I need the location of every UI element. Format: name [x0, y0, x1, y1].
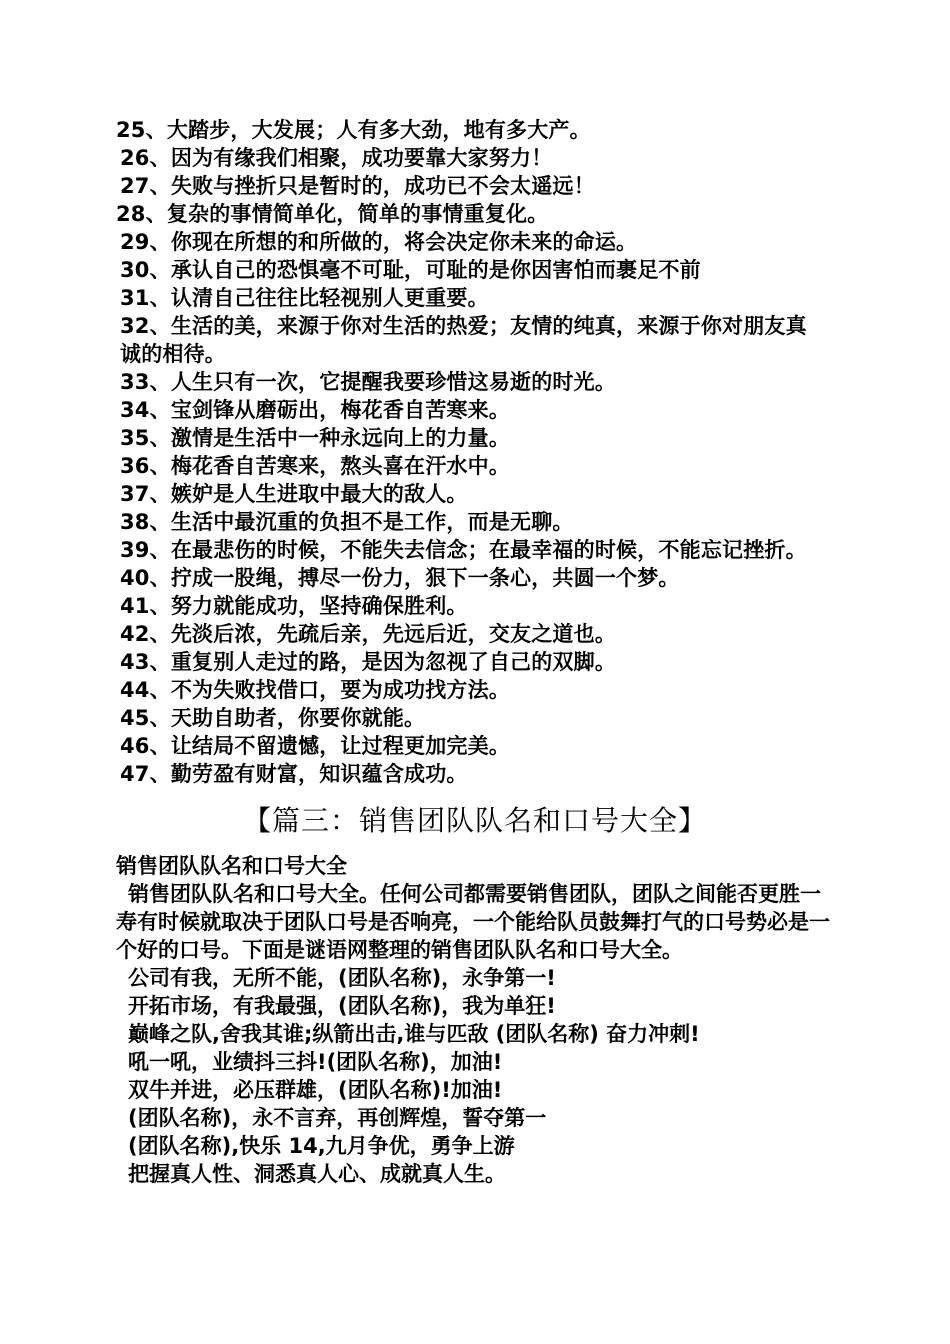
list-item: 39、在最悲伤的时候，不能失去信念；在最幸福的时候，不能忘记挫折。: [120, 538, 807, 562]
list-item: 46、让结局不留遗憾，让过程更加完美。: [120, 734, 511, 758]
list-item: 42、先淡后浓，先疏后亲，先远后近，交友之道也。: [120, 622, 617, 646]
numbered-list: [116, 116, 828, 788]
slogan-line: 巅峰之队,舍我其谁;纵箭出击,谁与匹敌 (团队名称) 奋力冲刺!: [128, 1022, 700, 1046]
list-item: 40、拧成一股绳，搏尽一份力，狠下一条心，共圆一个梦。: [120, 566, 680, 590]
list-item: 43、重复别人走过的路，是因为忽视了自己的双脚。: [120, 650, 617, 674]
slogan-section: [116, 852, 836, 1188]
slogan-line: 双牛并进，必压群雄，(团队名称)!加油!: [128, 1078, 503, 1102]
list-item: 29、你现在所想的和所做的，将会决定你未来的命运。: [120, 230, 638, 254]
section-title: 销售团队队名和口号大全: [116, 854, 347, 878]
list-item: 36、梅花香自苦寒来，熬头喜在汗水中。: [120, 454, 511, 478]
slogan-line: (团队名称),快乐 14,九月争优，勇争上游: [128, 1134, 515, 1158]
list-item: 35、激情是生活中一种永远向上的力量。: [120, 426, 511, 450]
list-item: 32、生活的美，来源于你对生活的热爱；友情的纯真，来源于你对朋友真诚的相待。: [120, 314, 807, 366]
list-item: 45、天助自助者，你要你就能。: [120, 706, 426, 730]
list-item: 47、勤劳盈有财富，知识蕴含成功。: [120, 762, 468, 786]
slogan-line: (团队名称)，永不言弃，再创辉煌，誓夺第一: [128, 1106, 547, 1130]
list-item: 44、不为失败找借口，要为成功找方法。: [120, 678, 511, 702]
slogan-line: 公司有我，无所不能，(团队名称)，永争第一!: [128, 966, 556, 990]
list-item: 34、宝剑锋从磨砺出，梅花香自苦寒来。: [120, 398, 511, 422]
list-item: 28、复杂的事情简单化，简单的事情重复化。: [116, 202, 549, 226]
slogan-line: 把握真人性、洞悉真人心、成就真人生。: [128, 1162, 506, 1186]
list-item: 31、认清自己往往比轻视别人更重要。: [120, 286, 489, 310]
list-item: 37、嫉妒是人生进取中最大的敌人。: [120, 482, 468, 506]
list-item: 38、生活中最沉重的负担不是工作，而是无聊。: [120, 510, 574, 534]
slogan-line: 吼一吼，业绩抖三抖!(团队名称)，加油!: [128, 1050, 503, 1074]
section-heading: 【篇三：销售团队队名和口号大全】: [242, 804, 707, 837]
list-item: 26、因为有缘我们相聚，成功要靠大家努力！: [120, 146, 553, 170]
slogan-line: 开拓市场，有我最强，(团队名称)，我为单狂!: [128, 994, 556, 1018]
list-item: 25、大踏步，大发展；人有多大劲，地有多大产。: [116, 118, 591, 142]
list-item: 30、承认自己的恐惧毫不可耻，可耻的是你因害怕而裹足不前: [120, 258, 701, 282]
list-item: 27、失败与挫折只是暂时的，成功已不会太遥远！: [120, 174, 595, 198]
list-item: 33、人生只有一次，它提醒我要珍惜这易逝的时光。: [120, 370, 617, 394]
intro-paragraph: 销售团队队名和口号大全。任何公司都需要销售团队，团队之间能否更胜一寿有时候就取决于团队口号是否响亮，一个能给队员鼓舞打气的口号势必是一个好的口号。下面是谜语网整理的销售团队队名和口号大全。: [116, 882, 830, 962]
list-item: 41、努力就能成功，坚持确保胜利。: [120, 594, 468, 618]
